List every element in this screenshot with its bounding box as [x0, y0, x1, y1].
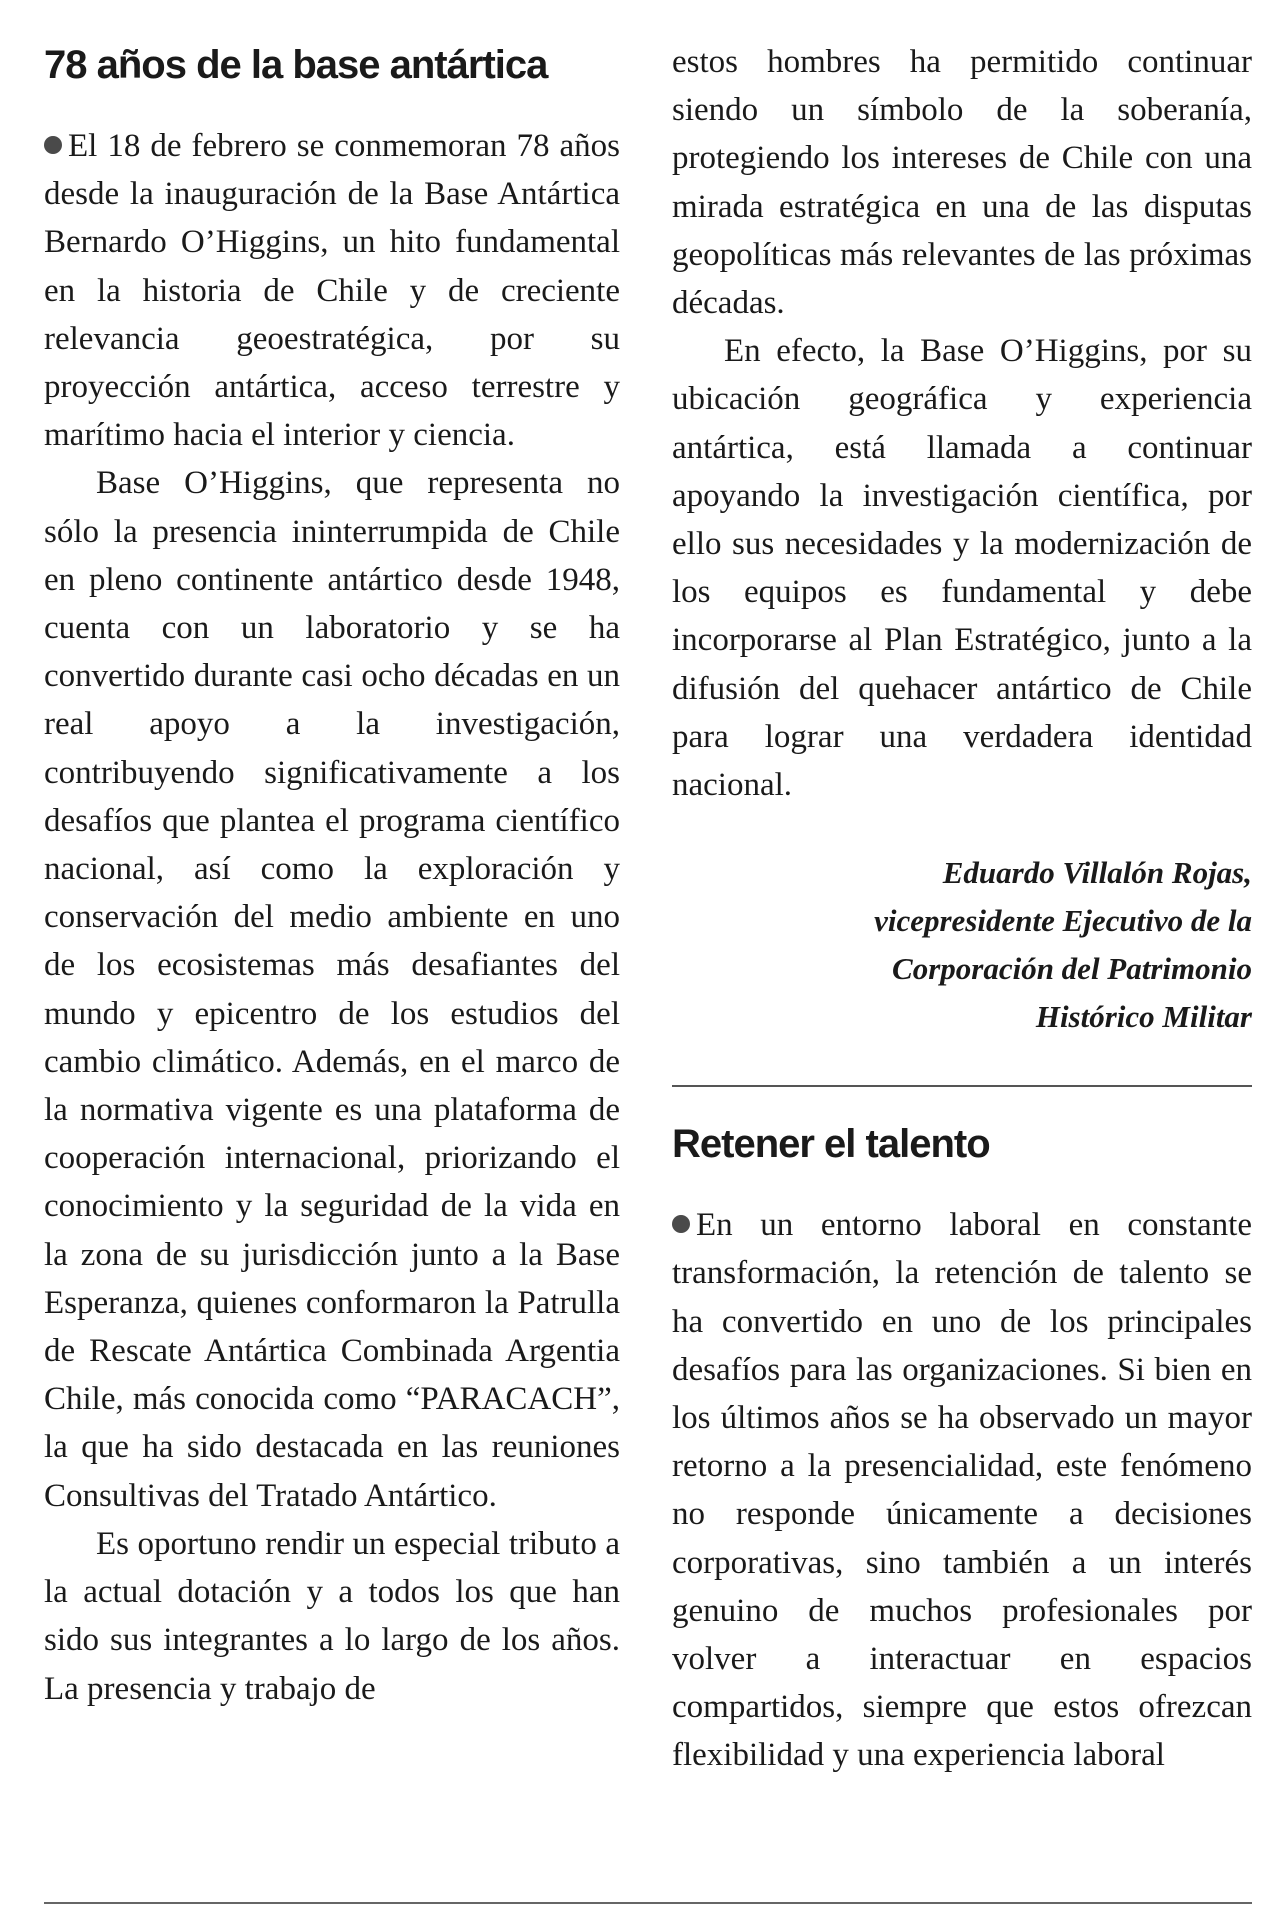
article-paragraph	[44, 122, 620, 459]
right-column	[672, 38, 1252, 1780]
author-name: Eduardo Villalón Rojas,	[942, 855, 1252, 891]
author-signature	[672, 849, 1252, 1041]
bullet-icon	[44, 136, 62, 154]
article-paragraph: En efecto, la Base O’Higgins, por su ubicación geográfica y experiencia antártica, está llamada a continuar apoyando la investigación científica, por ello sus necesidades y la modernización de los equipos es fundamental y debe incorporarse al Plan Estratégico, junto a la difusión del quehacer antártico de Chile para lograr una verdadera identidad nacional.	[672, 333, 1252, 804]
article-title-retener-talento: Retener el talento	[672, 1122, 990, 1167]
page-bottom-divider	[44, 1902, 1252, 1904]
article-paragraph	[672, 1201, 1252, 1779]
author-role-line: Histórico Militar	[1035, 999, 1252, 1035]
article-paragraph: estos hombres ha permitido continuar siendo un símbolo de la soberanía, protegiendo los intereses de Chile con una mirada estratégica en una de las disputas geopolíticas más relevantes de las próximas décadas.	[672, 44, 1252, 322]
article-paragraph: Es oportuno rendir un especial tributo a la actual dotación y a todos los que han sido sus integrantes a lo largo de los años. La presencia y trabajo de	[44, 1525, 620, 1707]
author-role-line: Corporación del Patrimonio	[892, 951, 1252, 987]
section-divider	[672, 1085, 1252, 1087]
left-column	[44, 38, 620, 1713]
article-paragraph: Base O’Higgins, que representa no sólo la presencia ininterrumpida de Chile en pleno continente antártico desde 1948, cuenta con un laboratorio y se ha convertido durante casi ocho décadas en un real apoyo a la investigación, contribuyendo significativamente a los desafíos que plantea el programa científico nacional, así como la exploración y conservación del medio ambiente en uno de los ecosistemas más desafiantes del mundo y epicentro de los estudios del cambio climático. Además, en el marco de la normativa vigente es una plataforma de cooperación internacional, priorizando el conocimiento y la seguridad de la vida en la zona de su jurisdicción junto a la Base Esperanza, quienes conformaron la Patrulla de Rescate Antártica Combinada Argentia Chile, más conocida como “PARACACH”, la que ha sido destacada en las reuniones Consultivas del Tratado Antártico.	[44, 465, 620, 1514]
article-title-base-antartica: 78 años de la base antártica	[44, 43, 548, 87]
author-role-line: vicepresidente Ejecutivo de la	[874, 903, 1252, 939]
paragraph-text: En un entorno laboral en constante transformación, la retención de talento se ha convertido en uno de los principales desafíos para las organizaciones. Si bien en los últimos años se ha observado un mayor retorno a la presencialidad, este fenómeno no responde únicamente a decisiones corporativas, sino también a un interés genuino de muchos profesionales por volver a interactuar en espacios compartidos, siempre que estos ofrezcan flexibilidad y una experiencia laboral	[672, 1207, 1252, 1774]
bullet-icon	[672, 1215, 690, 1233]
paragraph-text: El 18 de febrero se conmemoran 78 años desde la inauguración de la Base Antártica Bernardo O’Higgins, un hito fundamental en la historia de Chile y de creciente relevancia geoestratégica, por su proyección antártica, acceso terrestre y marítimo hacia el interior y ciencia.	[44, 128, 620, 454]
